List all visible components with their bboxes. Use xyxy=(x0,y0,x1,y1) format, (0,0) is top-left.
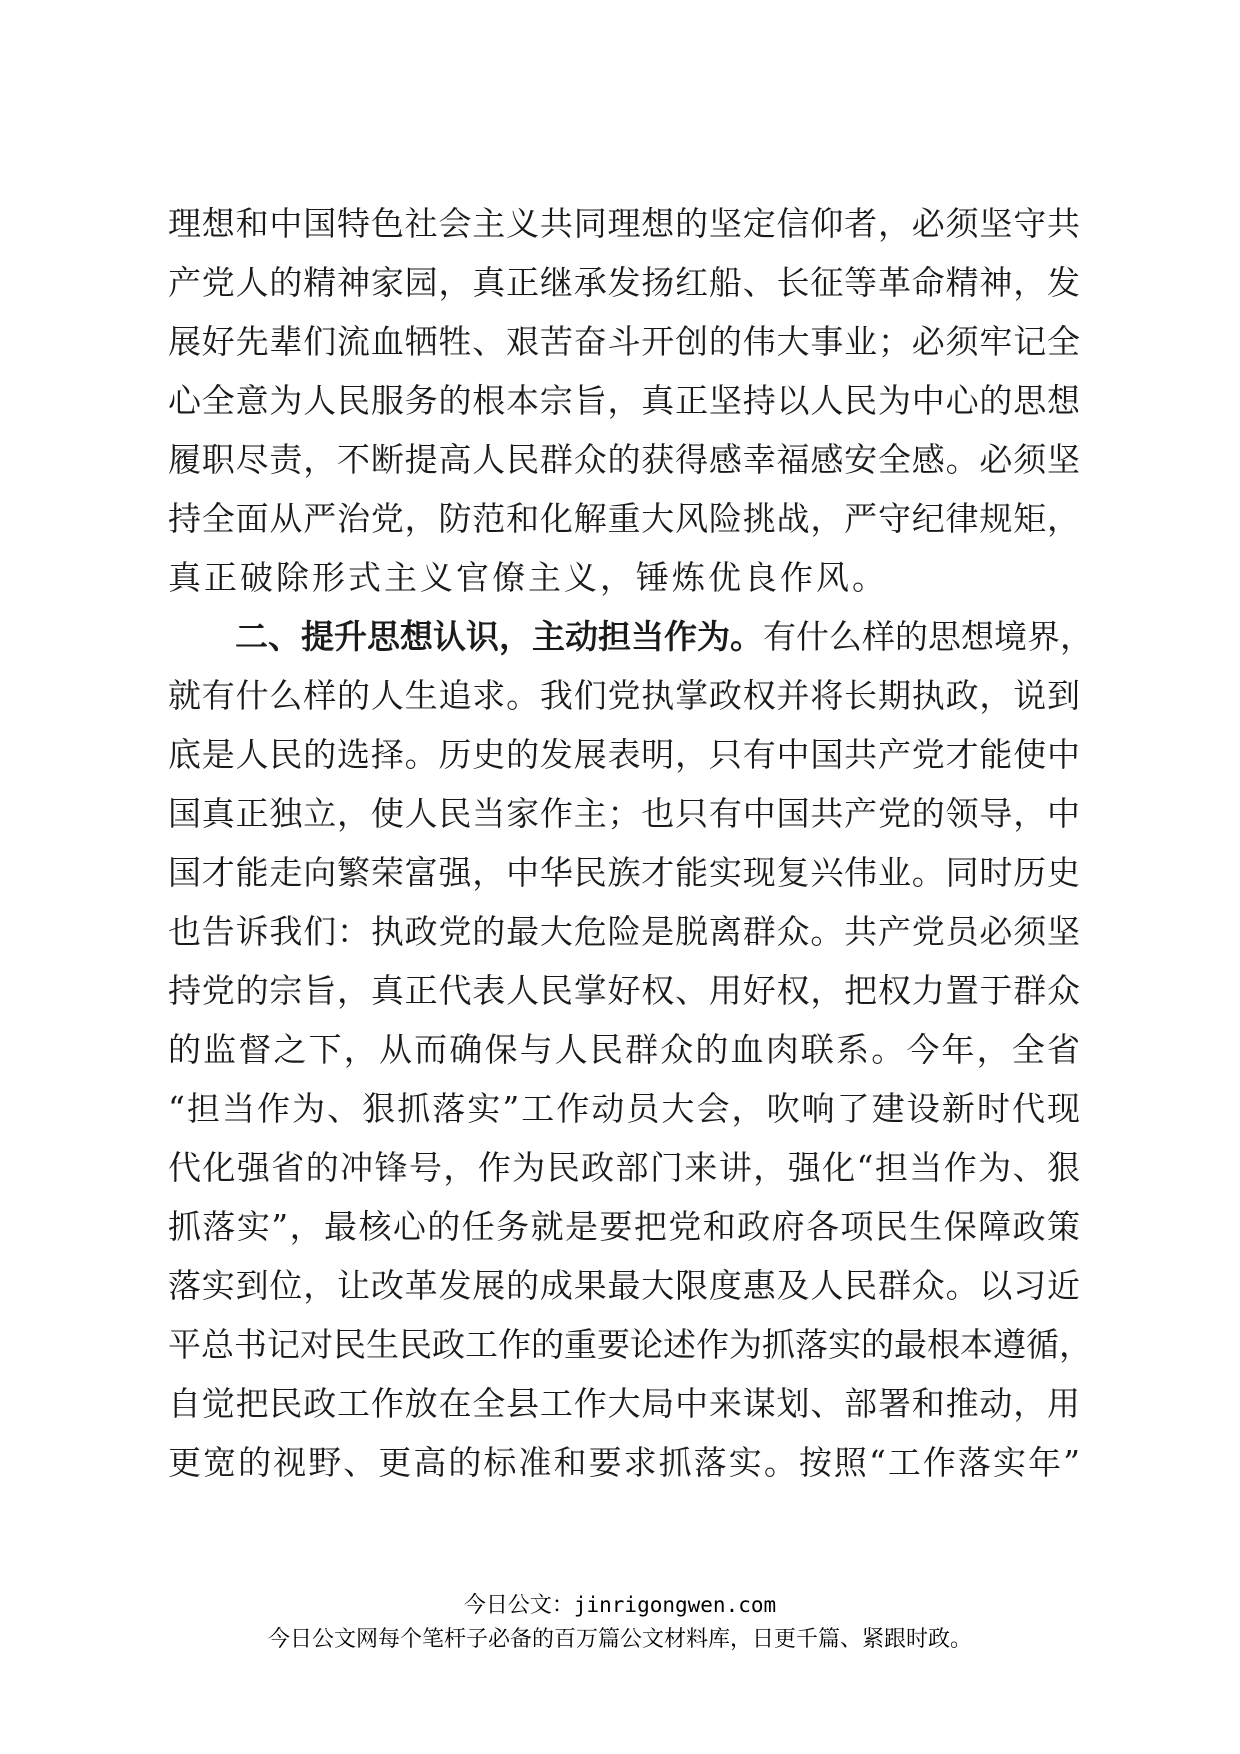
body-text-line: 履职尽责，不断提高人民群众的获得感幸福感安全感。必须坚 xyxy=(168,440,1080,479)
footer-site-label: 今日公文： xyxy=(463,1593,574,1618)
body-text-line: 持全面从严治党，防范和化解重大风险挑战，严守纪律规矩， xyxy=(168,499,1080,538)
footer-tagline: 今日公文网每个笔杆子必备的百万篇公文材料库，日更千篇、紧跟时政。 xyxy=(267,1627,972,1652)
body-text-line: 更宽的视野、更高的标准和要求抓落实。按照“工作落实年” xyxy=(168,1443,1080,1482)
body-text-line: 理想和中国特色社会主义共同理想的坚定信仰者，必须坚守共 xyxy=(168,204,1080,243)
body-text-line: 产党人的精神家园，真正继承发扬红船、长征等革命精神，发 xyxy=(168,263,1080,302)
body-text-line: 也告诉我们：执政党的最大危险是脱离群众。共产党员必须坚 xyxy=(168,912,1080,951)
body-text-line: 抓落实”，最核心的任务就是要把党和政府各项民生保障政策 xyxy=(168,1207,1080,1246)
body-text-line: 自觉把民政工作放在全县工作大局中来谋划、部署和推动，用 xyxy=(168,1384,1080,1423)
body-text-line: 底是人民的选择。历史的发展表明，只有中国共产党才能使中 xyxy=(168,735,1080,774)
body-text-line: 国真正独立，使人民当家作主；也只有中国共产党的领导，中 xyxy=(168,794,1080,833)
section-two-first-line xyxy=(235,609,1093,665)
footer-site-line xyxy=(0,1590,1240,1621)
section-two-heading: 二、提升思想认识，主动担当作为。 xyxy=(235,617,763,656)
body-text-line: 真正破除形式主义官僚主义，锤炼优良作风。 xyxy=(168,558,888,597)
body-text-line: 持党的宗旨，真正代表人民掌好权、用好权，把权力置于群众 xyxy=(168,971,1080,1010)
body-text-line: 心全意为人民服务的根本宗旨，真正坚持以人民为中心的思想 xyxy=(168,381,1080,420)
footer-site-url[interactable]: jinrigongwen.com xyxy=(573,1593,777,1617)
body-text-line: “担当作为、狠抓落实”工作动员大会，吹响了建设新时代现 xyxy=(168,1089,1080,1128)
body-text-line: 就有什么样的人生追求。我们党执掌政权并将长期执政，说到 xyxy=(168,676,1080,715)
body-text-line: 平总书记对民生民政工作的重要论述作为抓落实的最根本遵循， xyxy=(168,1325,1092,1364)
body-text-line: 代化强省的冲锋号，作为民政部门来讲，强化“担当作为、狠 xyxy=(168,1148,1080,1187)
body-text-line: 的监督之下，从而确保与人民群众的血肉联系。今年，全省 xyxy=(168,1030,1080,1069)
section-two-first-line-rest: 有什么样的思想境界， xyxy=(763,617,1093,656)
body-text-line: 展好先辈们流血牺牲、艰苦奋斗开创的伟大事业；必须牢记全 xyxy=(168,322,1080,361)
body-text-line: 国才能走向繁荣富强，中华民族才能实现复兴伟业。同时历史 xyxy=(168,853,1080,892)
body-text-line: 落实到位，让改革发展的成果最大限度惠及人民群众。以习近 xyxy=(168,1266,1080,1305)
